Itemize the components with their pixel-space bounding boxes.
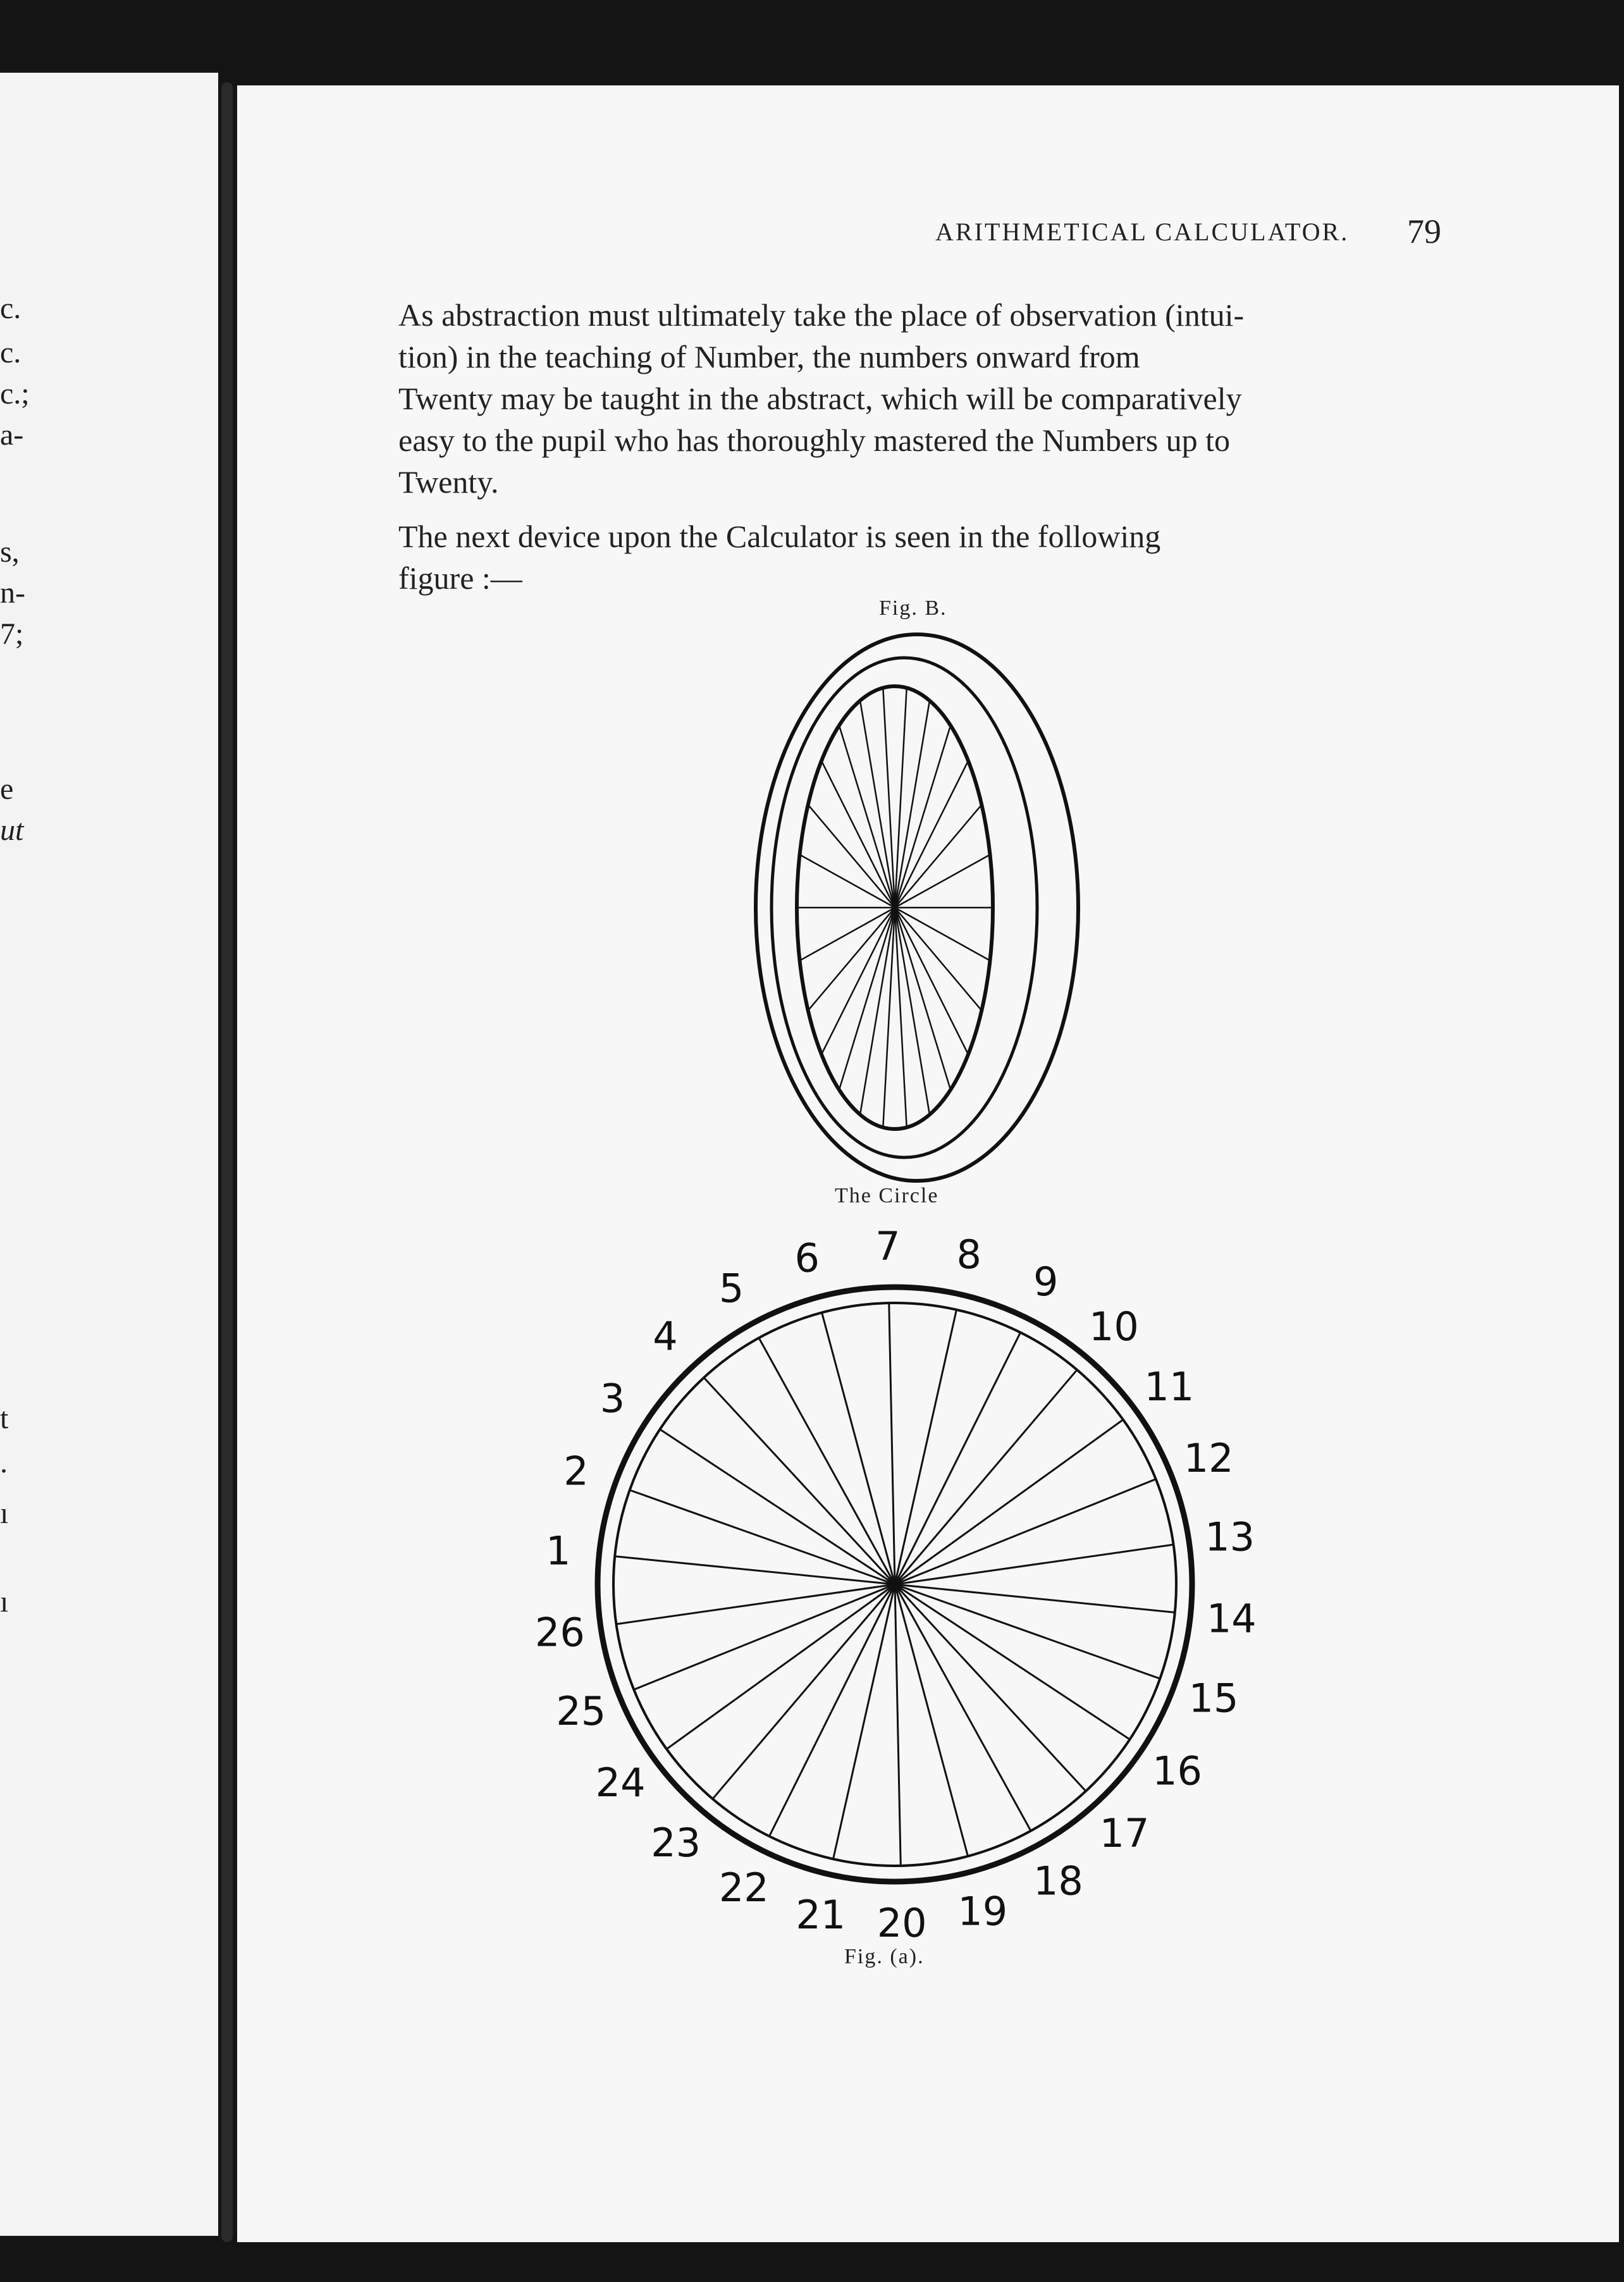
figure-a-spoke bbox=[634, 1584, 895, 1689]
figure-a-spoke bbox=[616, 1584, 895, 1624]
figure-a-number: 16 bbox=[1152, 1748, 1202, 1794]
figure-a-number: 14 bbox=[1206, 1595, 1257, 1642]
left-fragment: s, bbox=[0, 535, 20, 569]
figure-b-subcaption: The Circle bbox=[835, 1184, 939, 1207]
figure-a-number: 3 bbox=[600, 1375, 625, 1422]
paragraph-line: As abstraction must ultimately take the place of observation (intui- bbox=[398, 297, 1245, 333]
figure-a-spokes bbox=[615, 1303, 1175, 1866]
figure-b-circle-drawing bbox=[737, 629, 1091, 1186]
paragraph-line: figure :— bbox=[398, 560, 522, 596]
figure-a-spoke bbox=[759, 1338, 895, 1584]
left-fragment: t bbox=[0, 1402, 9, 1435]
left-fragment: . bbox=[0, 1446, 8, 1479]
figure-b-caption: Fig. B. bbox=[879, 596, 947, 620]
figure-a-number: 7 bbox=[875, 1223, 901, 1270]
figure-a-spoke bbox=[895, 1479, 1156, 1584]
figure-a-spoke bbox=[889, 1303, 895, 1584]
left-fragment: a- bbox=[0, 418, 24, 452]
figure-a-number: 5 bbox=[718, 1265, 744, 1312]
figure-a-number: 20 bbox=[877, 1899, 927, 1946]
figure-a-spoke bbox=[667, 1584, 895, 1749]
left-fragment: 7; bbox=[0, 617, 24, 651]
figure-a-number: 9 bbox=[1033, 1259, 1059, 1305]
figure-a-number: 21 bbox=[796, 1892, 846, 1939]
figure-a-caption: Fig. (a). bbox=[844, 1945, 925, 1968]
page bbox=[237, 85, 1619, 2242]
figure-a-number: 18 bbox=[1033, 1858, 1083, 1904]
paragraph-2 bbox=[398, 515, 1624, 599]
book-gutter bbox=[221, 82, 233, 2242]
figure-a-number: 23 bbox=[651, 1819, 701, 1866]
left-fragment: ı bbox=[0, 1496, 9, 1530]
figure-a-number: 4 bbox=[653, 1313, 678, 1360]
figure-a-number: 8 bbox=[956, 1231, 981, 1278]
figure-a-number: 19 bbox=[957, 1888, 1008, 1935]
paragraph-1 bbox=[398, 294, 1624, 503]
left-fragment: ut bbox=[0, 813, 24, 847]
figure-a-number: 10 bbox=[1088, 1304, 1139, 1350]
left-fragment: c. bbox=[0, 292, 22, 325]
figure-a-number: 25 bbox=[556, 1688, 606, 1735]
figure-a-number: 22 bbox=[718, 1864, 769, 1911]
figure-a-number: 6 bbox=[794, 1235, 820, 1281]
figure-a-spoke bbox=[895, 1545, 1174, 1584]
figure-a-number: 2 bbox=[563, 1448, 589, 1495]
figure-a-number: 12 bbox=[1183, 1434, 1234, 1481]
figure-a-spoke bbox=[895, 1420, 1123, 1584]
left-fragment: c. bbox=[0, 336, 22, 369]
figure-a-spoke bbox=[895, 1310, 956, 1584]
paragraph-line: easy to the pupil who has thoroughly mastered the Numbers up to bbox=[398, 422, 1231, 458]
figure-a-spoke bbox=[895, 1584, 901, 1866]
figure-a-number: 15 bbox=[1188, 1675, 1239, 1722]
running-title: ARITHMETICAL CALCULATOR. bbox=[935, 218, 1350, 246]
paragraph-line: The next device upon the Calculator is seen in the following bbox=[398, 519, 1161, 554]
figure-a-spoke bbox=[834, 1584, 895, 1859]
page-number: 79 bbox=[1407, 213, 1441, 250]
figure-a-number: 17 bbox=[1099, 1810, 1150, 1856]
paragraph-line: Twenty may be taught in the abstract, which will be comparatively bbox=[398, 381, 1242, 416]
paragraph-line: Twenty. bbox=[398, 464, 499, 500]
left-fragment: ı bbox=[0, 1585, 9, 1619]
figure-a-number: 11 bbox=[1144, 1363, 1195, 1410]
figure-a-number: 13 bbox=[1205, 1514, 1255, 1560]
figure-a-spoke bbox=[895, 1584, 1031, 1831]
figure-a-numbered-wheel bbox=[515, 1218, 1262, 1977]
figure-a-number: 1 bbox=[545, 1527, 571, 1574]
left-fragment: c.; bbox=[0, 377, 30, 410]
figure-a-number: 26 bbox=[534, 1609, 585, 1656]
figure-a-number: 24 bbox=[595, 1760, 646, 1806]
paragraph-line: tion) in the teaching of Number, the numbers onward from bbox=[398, 339, 1140, 374]
left-page-edge bbox=[0, 73, 218, 2236]
left-fragment: n- bbox=[0, 576, 25, 610]
left-fragment: e bbox=[0, 772, 14, 806]
